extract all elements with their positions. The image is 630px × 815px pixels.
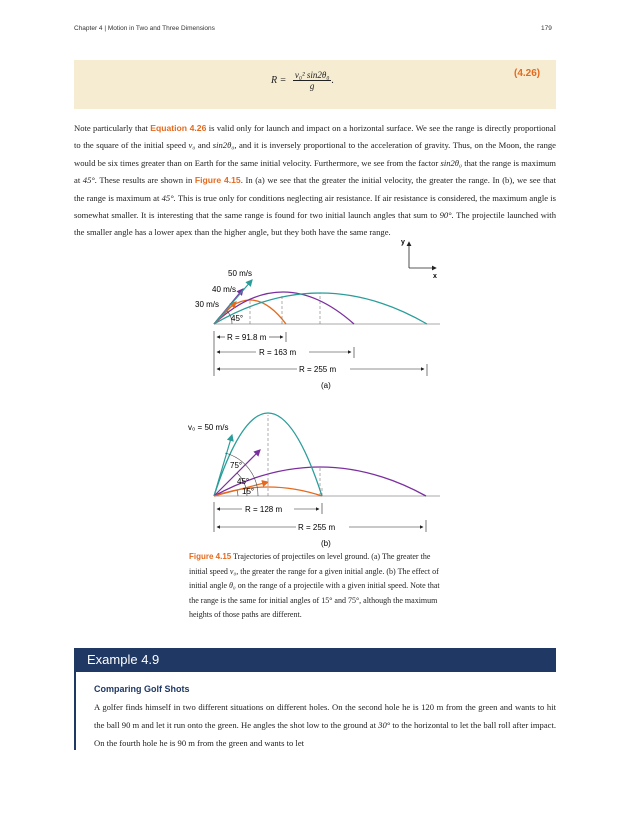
equation-numerator: v₀² sin2θ₀ bbox=[294, 70, 330, 80]
text-run: A golfer finds himself in two different situations on different holes. On the second hole he is 120 m from the green and wants to hit the ball 90 m and let it run onto the green. He angles the shot low to the ground at bbox=[94, 702, 556, 730]
speed-label: 30 m/s bbox=[195, 300, 220, 309]
panel-label: (b) bbox=[321, 539, 331, 548]
example-side-rule bbox=[74, 672, 76, 750]
range-label: R = 128 m bbox=[245, 505, 283, 514]
math-deg: 45°. bbox=[161, 192, 176, 203]
range-label: R = 255 m bbox=[298, 523, 336, 532]
equation-lhs: R = bbox=[271, 74, 287, 86]
text-run: This is true only for conditions neglecting air resistance. If air resistance is considered, the maximum angle is somewhat smaller. It is interesting that the same range is found for two initial launch angles that sum to bbox=[74, 192, 556, 221]
math-deg: 75°, bbox=[347, 595, 362, 605]
text-run: Note particularly that bbox=[74, 123, 151, 133]
math-deg: 15° bbox=[321, 595, 333, 605]
speed-label: 40 m/s bbox=[212, 285, 237, 294]
trajectory-50ms bbox=[214, 293, 427, 324]
range-label: R = 163 m bbox=[259, 348, 297, 357]
text-run: . In (a) we see that the greater the initial velocity, the greater the range. In (b), we see that the range is maximum at bbox=[74, 175, 556, 203]
math-deg: 90°. bbox=[439, 210, 454, 221]
example-header bbox=[74, 648, 556, 672]
math-sin: sin2θ₀ bbox=[212, 140, 235, 151]
angle-label: 15° bbox=[242, 487, 255, 496]
text-run: Trajectories of projectiles on level ground. (a) The greater the initial speed bbox=[189, 552, 431, 576]
text-run: These results are shown in bbox=[96, 175, 195, 186]
initial-speed-label: v₀ = 50 m/s bbox=[188, 423, 229, 432]
text-run: to the horizontal to let the ball roll after impact. On the fourth hole he is 90 m from the green and wants to let bbox=[94, 720, 556, 748]
figure-label: Figure 4.15 bbox=[189, 552, 232, 561]
angle-label: 45° bbox=[237, 477, 250, 486]
angle-label: 75° bbox=[230, 461, 243, 470]
running-header: Chapter 4 | Motion in Two and Three Dimensions bbox=[74, 25, 215, 32]
text-run: that the range is maximum at bbox=[74, 157, 556, 186]
page-number: 179 bbox=[541, 25, 552, 32]
example-body bbox=[94, 698, 556, 752]
text-run: and bbox=[195, 140, 213, 151]
math-theta0: θ₀ bbox=[229, 581, 236, 591]
text-run: The projectile launched with the smaller angle has a lower apex than the higher angle, but they both have the same range. bbox=[74, 210, 556, 238]
text-run: the greater the range for a given initial angle. (b) The effect of initial angle bbox=[189, 566, 439, 591]
angle-label: 45° bbox=[231, 314, 244, 323]
math-sin: sin2θ₀ bbox=[440, 157, 463, 168]
panel-label: (a) bbox=[321, 381, 331, 390]
y-axis-label: y bbox=[401, 239, 405, 246]
text-run: , and it is inversely proportional to the acceleration of gravity. Thus, on the Moon, the range would be six times greater than on Earth for the same initial velocity. Furthermore, we see from the factor bbox=[74, 140, 556, 168]
figure-link[interactable]: Figure 4.15 bbox=[194, 175, 241, 186]
equation-number: (4.26) bbox=[514, 68, 541, 79]
example-heading: Comparing Golf Shots bbox=[94, 684, 190, 694]
speed-label: 50 m/s bbox=[228, 269, 253, 278]
range-label: R = 91.8 m bbox=[227, 333, 267, 342]
range-label: R = 255 m bbox=[299, 365, 337, 374]
text-run: is valid only for launch and impact on a horizontal surface. We see the range is directly proportional to the square of the initial speed bbox=[74, 123, 557, 151]
angle-arc bbox=[237, 490, 238, 496]
math-deg: 45°. bbox=[82, 175, 97, 186]
x-axis-label: x bbox=[433, 273, 437, 280]
text-run: although the maximum heights of those paths are different. bbox=[189, 595, 438, 620]
example-title-bar: Example 4.9 bbox=[87, 652, 160, 667]
math-v0: v₀ bbox=[188, 140, 196, 151]
math-v0: v₀, bbox=[229, 566, 239, 576]
equation-denominator: g bbox=[309, 81, 315, 91]
equation-link[interactable]: Equation 4.26 bbox=[150, 123, 207, 133]
math-deg: 30° bbox=[378, 720, 391, 730]
figure-caption bbox=[189, 550, 441, 623]
text-run: on the range of a projectile with a given initial speed. Note that the range is the same for initial angles of bbox=[189, 581, 440, 605]
text-run: and bbox=[332, 595, 348, 605]
equation-period: . bbox=[331, 74, 334, 86]
